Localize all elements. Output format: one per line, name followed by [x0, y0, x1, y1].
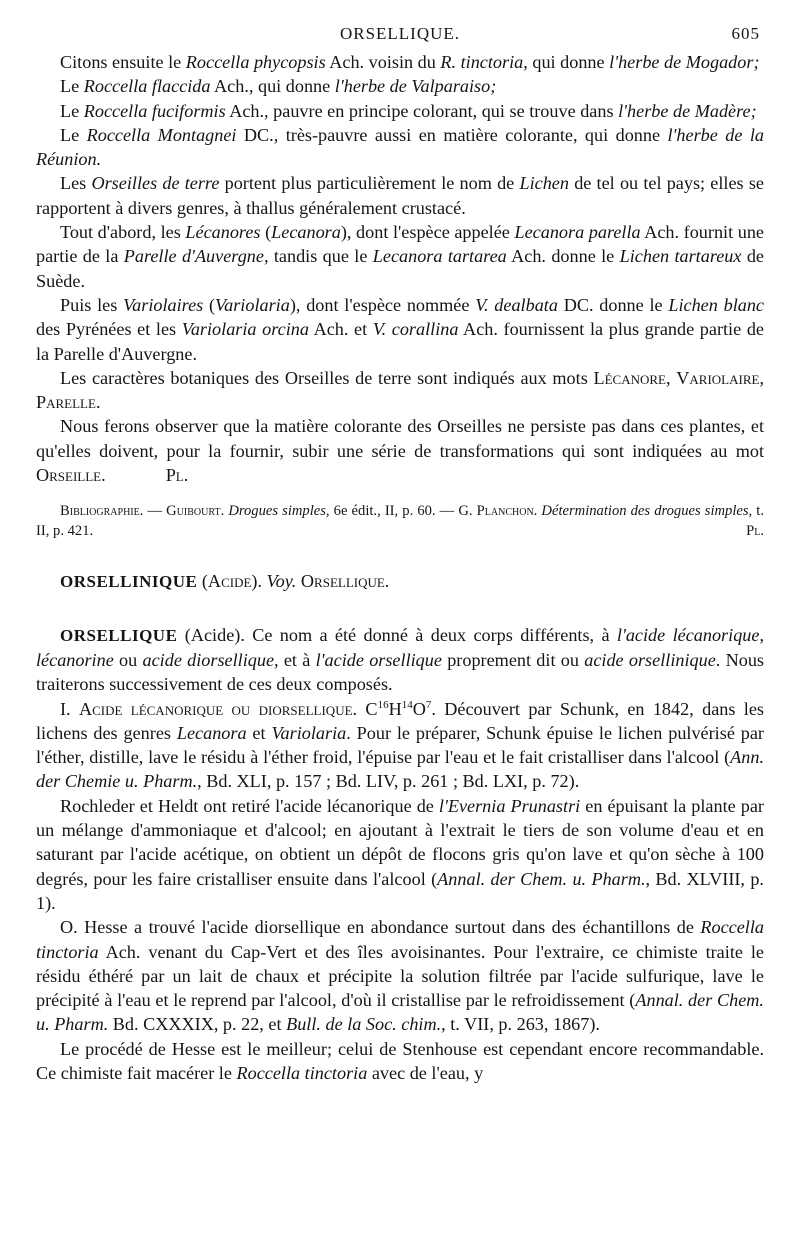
author-signature: Pl.: [165, 465, 189, 486]
entry-headword: ORSELLIQUE: [60, 625, 178, 645]
cross-reference: Orsellique.: [296, 571, 390, 592]
cross-reference: Orseille: [36, 465, 102, 486]
paragraph-acide-lecanorique: I. Acide lécanorique ou diorsellique. $C^{16}H^{14}O^7$. Découvert par Schunk, en 1842, dans les lichens des genres Lecanora et Variolaria. Pour le préparer, Schunk épuise le lichen pulvérisé par l'éther, distille, lave le résidu à l'éther froid, l'épuise par l'eau et le fait cristalliser dans l'alcool (Ann. der Chemie u. Pharm., Bd. XLI, p. 157 ; Bd. LIV, p. 261 ; Bd. LXI, p. 72).: [36, 698, 764, 792]
cross-reference: Parelle: [36, 392, 96, 413]
running-title: ORSELLIQUE.: [339, 24, 461, 43]
paragraph-roccella-phycopsis: Citons ensuite le Roccella phycopsis Ach. voisin du R. tinctoria, qui donne l'herbe de Mogador;: [60, 52, 760, 72]
entry-headword: ORSELLINIQUE: [60, 572, 198, 592]
page-number: 605: [731, 24, 760, 43]
entry-orsellique: ORSELLIQUE (Acide). Ce nom a été donné à deux corps différents, à l'acide lécanorique, lécanorine ou acide diorsellique, et à l'acide orsellique proprement dit ou acide orsellinique. Nous traiterons successivement de ces deux composés.: [36, 624, 764, 695]
paragraph-hesse: O. Hesse a trouvé l'acide diorsellique en abondance surtout dans des échantillons de Roccella tinctoria Ach. venant du Cap-Vert et des îles avoisinantes. Pour l'extraire, ce chimiste traite le résidu éthéré par un lait de chaux et précipite la solution filtrée par l'acide sulfurique, lave le précipité à l'eau et le reprend par l'alcool, d'où il cristallise par le refroidissement (Annal. der Chem. u. Pharm. Bd. CXXXIX, p. 22, et Bull. de la Soc. chim., t. VII, p. 263, 1867).: [36, 917, 764, 1035]
author-signature: Pl.: [746, 523, 764, 540]
cross-reference: Lécanore: [593, 367, 666, 388]
paragraph-roccella-montagnei: Le Roccella Montagnei DC., très-pauvre aussi en matière colorante, qui donne l'herbe de la Réunion.: [36, 124, 765, 170]
section-heading: Acide lécanorique ou diorsellique: [78, 698, 353, 719]
running-header: [36, 20, 764, 50]
paragraph-matiere-colorante: Nous ferons observer que la matière colorante des Orseilles ne persiste pas dans ces plantes, et qu'elles doivent, pour la fournir, subir une série de transformations qui sont indiquées au mot Orseille. Pl.: [36, 416, 764, 486]
paragraph-variolaires: Puis les Variolaires (Variolaria), dont l'espèce nommée V. dealbata DC. donne le Lichen blanc des Pyrénées et les Variolaria orcina Ach. et V. corallina Ach. fournissent la plus grande partie de la Parelle d'Auvergne.: [36, 294, 765, 364]
paragraph-roccella-fuciformis: Le Roccella fuciformis Ach., pauvre en principe colorant, qui se trouve dans l'herbe de Madère;: [60, 100, 757, 121]
cross-reference: Variolaire: [676, 367, 760, 388]
paragraph-orseilles-de-terre: Les Orseilles de terre portent plus particulièrement le nom de Lichen de tel ou tel pays; elles se rapportent à divers genres, à thallus généralement crustacé.: [36, 173, 764, 218]
paragraph-caracteres-botaniques: Les caractères botaniques des Orseilles de terre sont indiqués aux mots Lécanore, Variolaire, Parelle.: [36, 367, 764, 413]
bibliography-label: Bibliographie: [60, 503, 140, 520]
paragraph-lecanores: Tout d'abord, les Lécanores (Lecanora), dont l'espèce appelée Lecanora parella Ach. fournit une partie de la Parelle d'Auvergne, tandis que le Lecanora tartarea Ach. donne le Lichen tartareux de Suède.: [36, 222, 765, 291]
paragraph-procede-hesse: Le procédé de Hesse est le meilleur; celui de Stenhouse est cependant encore recommandable. Ce chimiste fait macérer le Roccella tinctoria avec de l'eau, y: [36, 1038, 764, 1083]
bibliography: Bibliographie. — Guibourt. Drogues simples, 6e édit., II, p. 60. — G. Planchon. Détermination des drogues simples, t. II, p. 421. Pl.: [36, 503, 765, 540]
paragraph-roccella-flaccida: Le Roccella flaccida Ach., qui donne l'herbe de Valparaiso;: [60, 76, 497, 97]
paragraph-rochleder-heldt: Rochleder et Heldt ont retiré l'acide lécanorique de l'Evernia Prunastri en épuisant la plante par un mélange d'ammoniaque et d'alcool; en ajoutant à l'extrait le tiers de son volume d'eau et en saturant par l'acide acétique, on obtient un dépôt de flocons gris qu'on lave et qu'on sèche à 100 degrés, pour les faire cristalliser ensuite dans l'alcool (Annal. der Chem. u. Pharm., Bd. XLVIII, p. 1).: [36, 795, 764, 913]
entry-orsellinique: ORSELLINIQUE (Acide). Voy. Orsellique.: [60, 571, 390, 592]
